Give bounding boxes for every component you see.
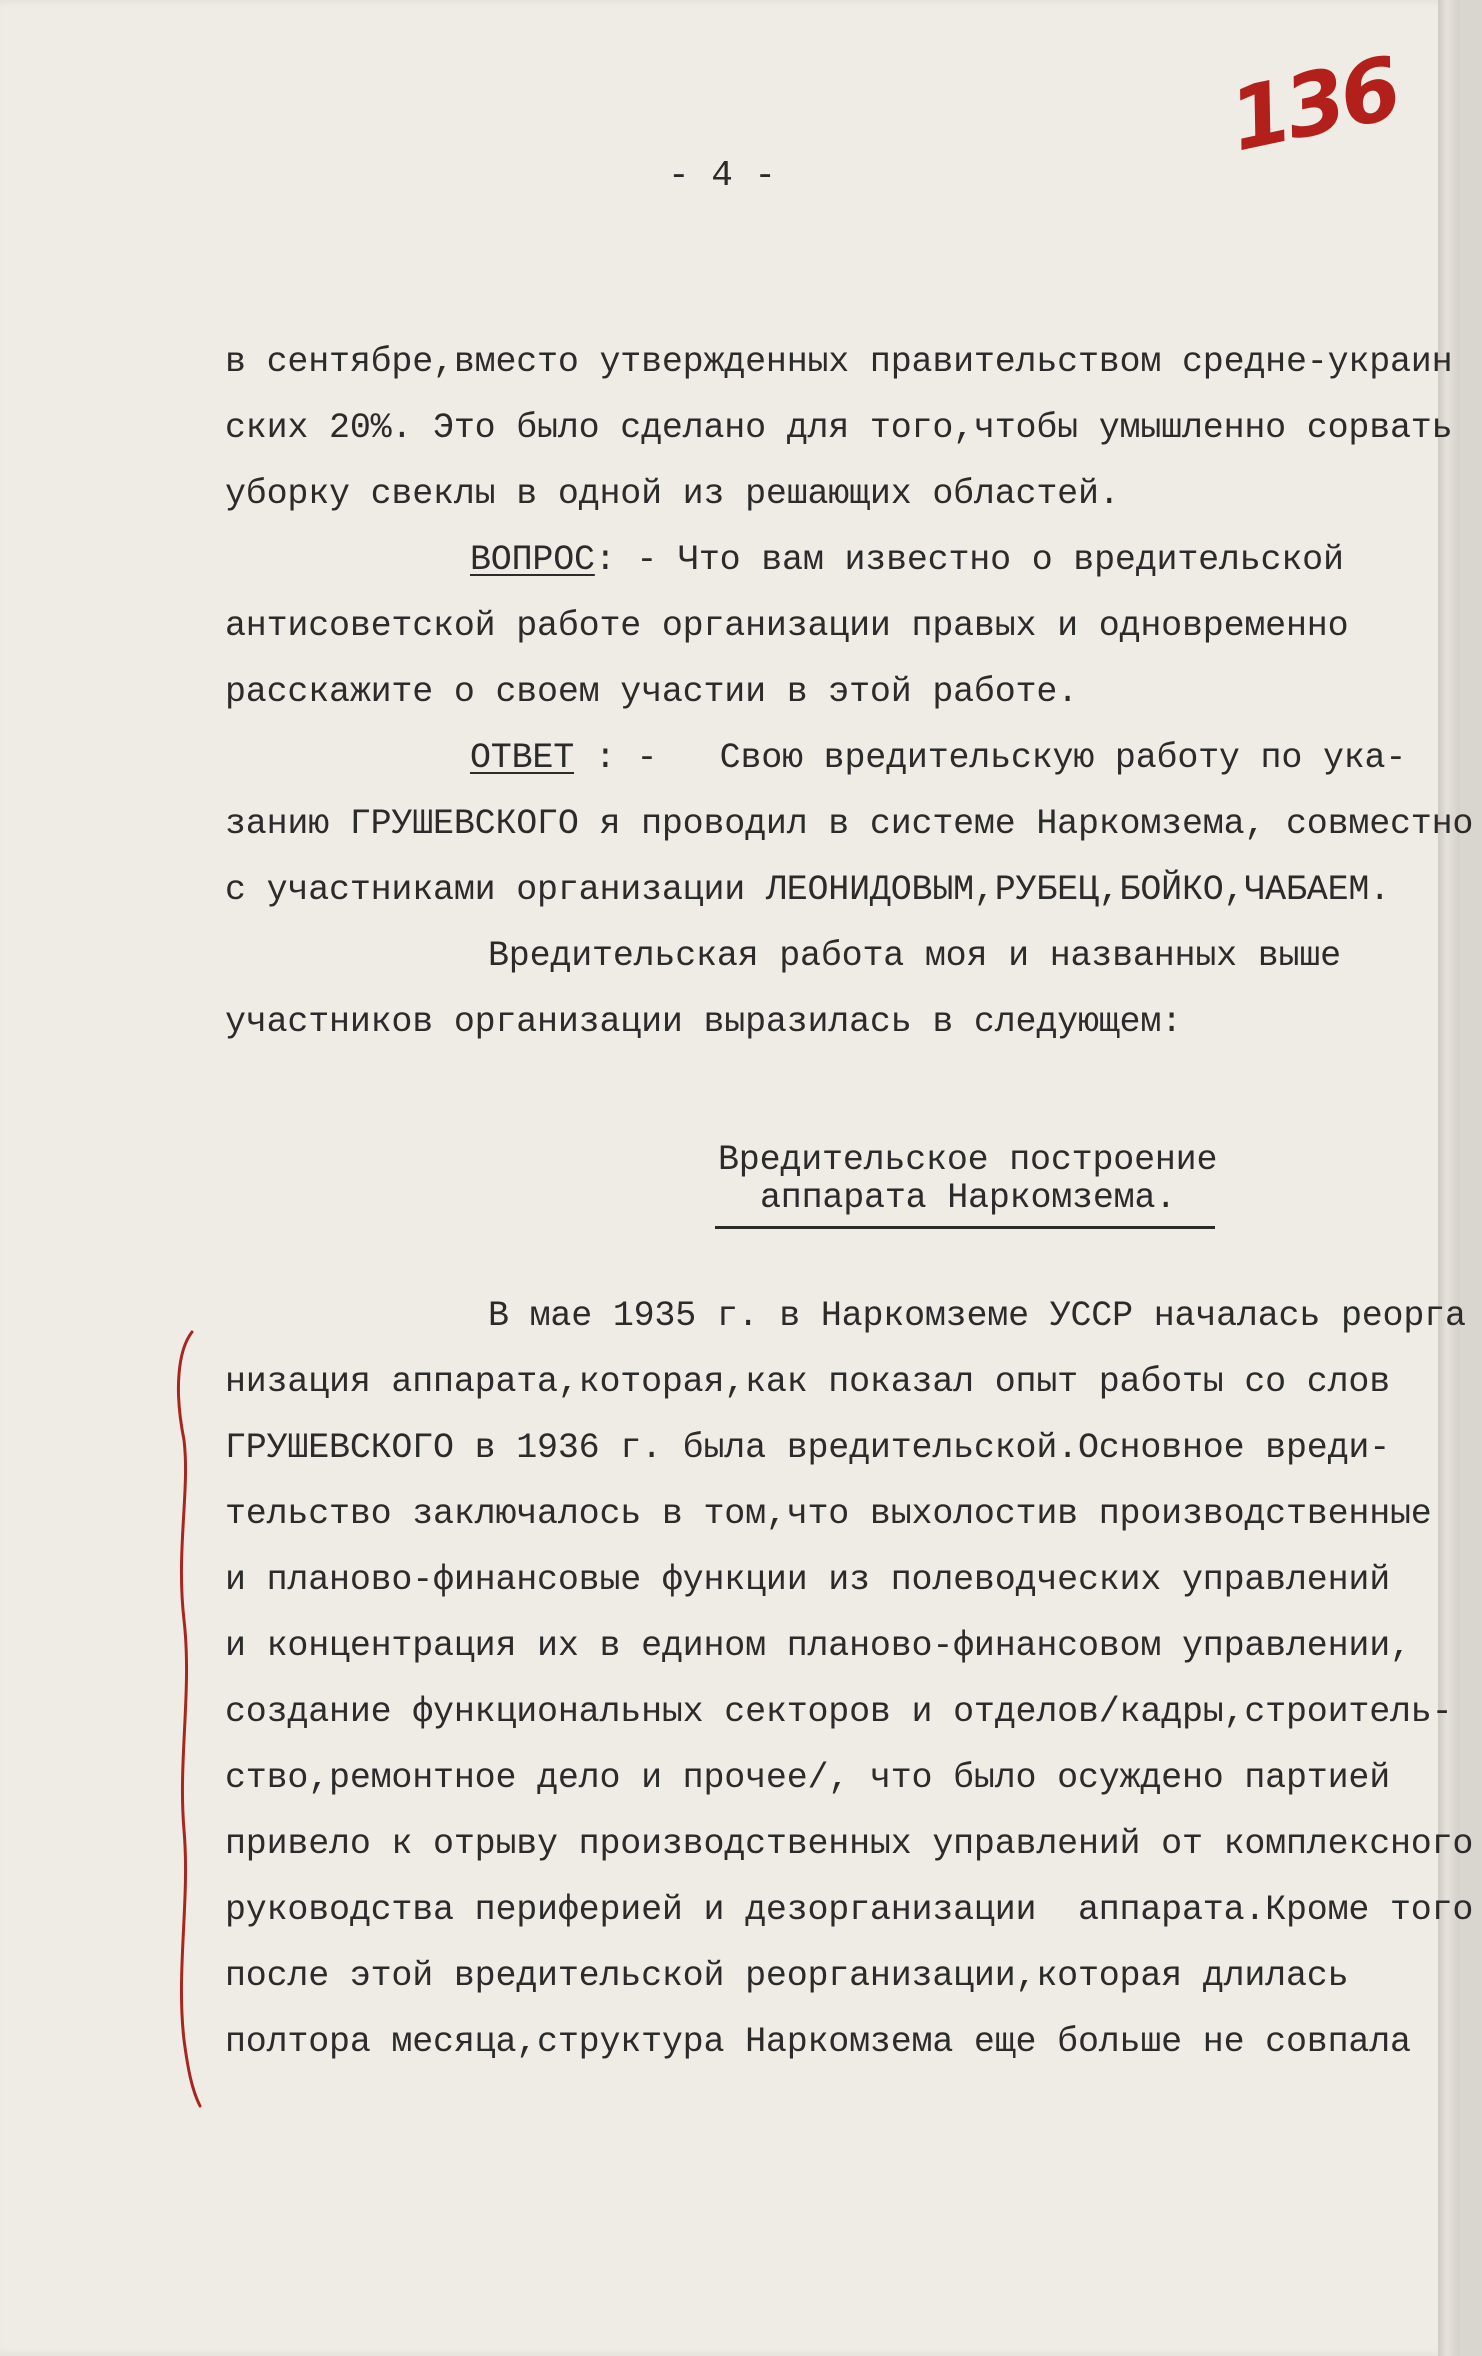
text-line: тельство заключалось в том,что выхолостив производственные bbox=[225, 1494, 1432, 1534]
handwritten-folio-number: 136 bbox=[1221, 38, 1407, 172]
text-line: В мае 1935 г. в Наркомземе УССР началась реорга bbox=[488, 1296, 1466, 1336]
section-heading-line: Вредительское построение bbox=[718, 1140, 1218, 1180]
page-number: - 4 - bbox=[668, 155, 777, 196]
text-line: руководства периферией и дезорганизации аппарата.Кроме того bbox=[225, 1890, 1474, 1930]
text-line: участников организации выразилась в следующем: bbox=[225, 1002, 1182, 1042]
question-label: ВОПРОС bbox=[470, 540, 595, 580]
text-line: низация аппарата,которая,как показал опыт работы со слов bbox=[225, 1362, 1390, 1402]
red-margin-bracket bbox=[170, 1330, 210, 2110]
text-line: в сентябре,вместо утвержденных правительством средне-украин bbox=[225, 342, 1453, 382]
section-heading-line: аппарата Наркомзема. bbox=[760, 1178, 1177, 1218]
text-line: и концентрация их в едином планово-финансовом управлении, bbox=[225, 1626, 1411, 1666]
question-line bbox=[470, 540, 1344, 580]
text-line: расскажите о своем участии в этой работе. bbox=[225, 672, 1078, 712]
text-line: ГРУШЕВСКОГО в 1936 г. была вредительской.Основное вреди- bbox=[225, 1428, 1390, 1468]
text-line: и планово-финансовые функции из полеводческих управлений bbox=[225, 1560, 1390, 1600]
text-line: Вредительская работа моя и названных выше bbox=[488, 936, 1341, 976]
answer-line bbox=[470, 738, 1406, 778]
answer-text: : - Свою вредительскую работу по ука- bbox=[574, 738, 1407, 778]
heading-underline bbox=[715, 1226, 1215, 1229]
text-line: полтора месяца,структура Наркомзема еще больше не совпала bbox=[225, 2022, 1411, 2062]
text-line: с участниками организации ЛЕОНИДОВЫМ,РУБЕЦ,БОЙКО,ЧАБАЕМ. bbox=[225, 870, 1390, 910]
answer-label: ОТВЕТ bbox=[470, 738, 575, 778]
question-text: : - Что вам известно о вредительской bbox=[594, 540, 1344, 580]
text-line: ство,ремонтное дело и прочее/, что было осуждено партией bbox=[225, 1758, 1390, 1798]
text-line: привело к отрыву производственных управлений от комплексного bbox=[225, 1824, 1474, 1864]
text-line: после этой вредительской реорганизации,которая длилась bbox=[225, 1956, 1349, 1996]
text-line: уборку свеклы в одной из решающих областей. bbox=[225, 474, 1120, 514]
text-line: занию ГРУШЕВСКОГО я проводил в системе Наркомзема, совместно bbox=[225, 804, 1474, 844]
text-line: создание функциональных секторов и отделов/кадры,строитель- bbox=[225, 1692, 1453, 1732]
text-line: антисоветской работе организации правых и одновременно bbox=[225, 606, 1349, 646]
text-line: ских 20%. Это было сделано для того,чтобы умышленно сорвать bbox=[225, 408, 1453, 448]
